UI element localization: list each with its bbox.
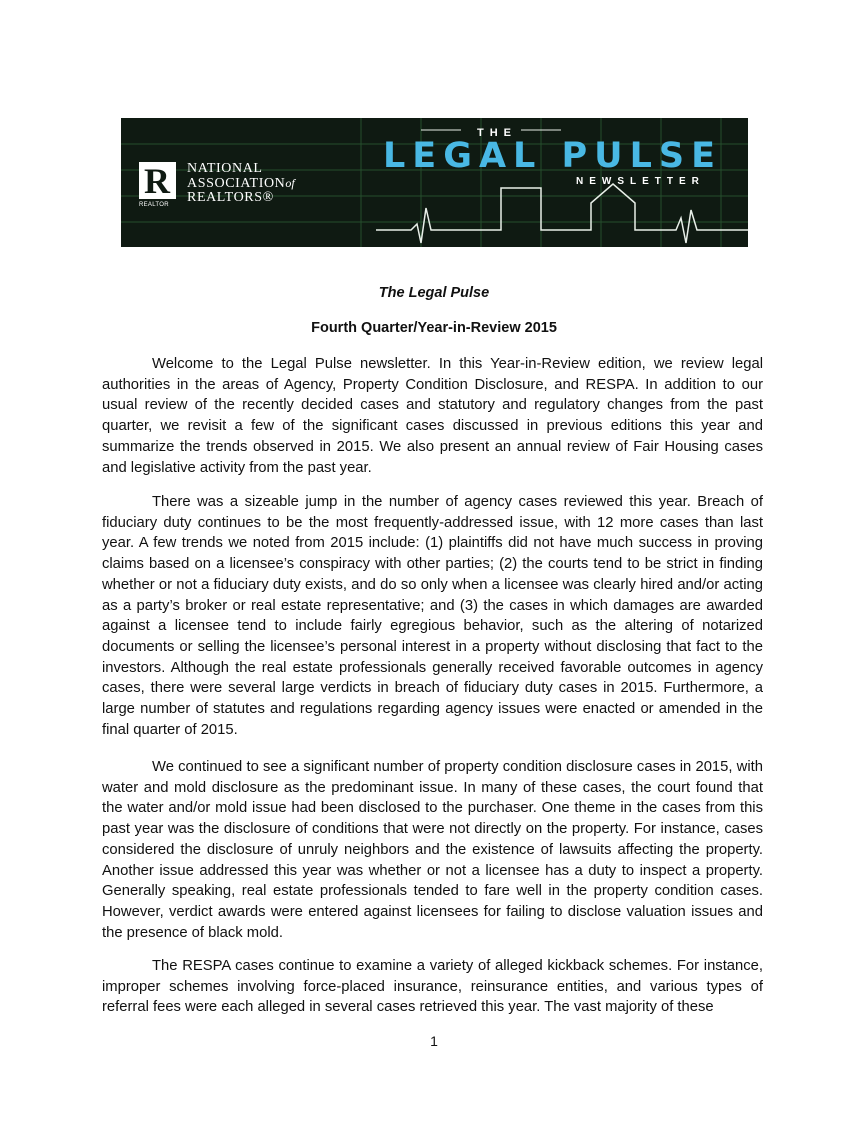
nar-of: of <box>285 176 295 190</box>
paragraph-agency: There was a sizeable jump in the number of agency cases reviewed this year. Breach of fiduciary duty continues to be the most frequently-addressed issue, with 12 more cases than last year. A few trends we noted from 2015 include: (1) plaintiffs did not have much success in proving claims based on a licensee’s conspiracy with other parties; (2) the courts tend to be strict in finding whether or not a fiduciary duty exists, and do so only when a licensee was clearly hired and/or acting as a party’s broker or real estate representative; and (3) the cases in which damages are awarded against a licensee tend to include fairly egregious behavior, such as the altering of notarized documents or selling the licensee’s personal interest in a property without disclosing that fact to the investors. Although the real estate professionals generally received favorable outcomes in agency cases, there were several large verdicts in breach of fiduciary duty cases in 2015. Furthermore, a large number of statutes and regulations regarding agency issues were enacted or amended in the final quarter of 2015. <box>102 494 763 738</box>
paragraph-respa: The RESPA cases continue to examine a variety of alleged kickback schemes. For instance, improper schemes involving force-placed insurance, reinsurance entities, and various types of referral fees were each alleged in several cases retrieved this year. The vast majority of these <box>102 958 763 1016</box>
document-title: The Legal Pulse <box>378 285 490 301</box>
masthead-newsletter: NEWSLETTER <box>576 176 705 187</box>
realtor-logo-icon <box>139 162 176 199</box>
realtor-logo-letter: R <box>144 161 170 201</box>
newsletter-banner <box>121 118 748 247</box>
nar-line-1: NATIONAL <box>187 161 263 176</box>
nar-line-3: REALTORS® <box>187 190 274 205</box>
paragraph-intro: Welcome to the Legal Pulse newsletter. In this Year-in-Review edition, we review legal authorities in the areas of Agency, Property Condition Disclosure, and RESPA. In addition to our usual review of the recently decided cases and statutory and regulatory changes from the past quarter, we revisit a few of the significant cases discussed in previous editions this year and summarize the trends observed in 2015. We also present an annual review of Fair Housing cases and legislative activity from the past year. <box>102 356 763 476</box>
page-number: 1 <box>430 1033 438 1049</box>
nar-wordmark <box>187 162 295 205</box>
masthead-the: THE <box>477 127 517 139</box>
document-subtitle: Fourth Quarter/Year-in-Review 2015 <box>311 320 557 336</box>
nar-association: ASSOCIATION <box>187 176 286 191</box>
nar-line-2 <box>187 176 295 191</box>
paragraph-property-disclosure: We continued to see a significant number of property condition disclosure cases in 2015, with water and mold disclosure as the predominant issue. In many of these cases, the court found that the water and/or mold issue had been disclosed to the purchaser. One theme in the cases from this past year was the disclosure of conditions that were not directly on the property. For instance, cases considered the disclosure of unruly neighbors and the existence of lawsuits affecting the property. Another issue addressed this year was whether or not a licensee has a duty to inspect a property. Generally speaking, real estate professionals tended to fare well in the property condition cases. However, verdict awards were entered against licensees for failing to disclose valuation issues and the presence of black mold. <box>102 759 763 941</box>
realtor-logo-caption: REALTOR <box>139 202 169 208</box>
masthead-title: LEGAL PULSE <box>383 136 723 176</box>
